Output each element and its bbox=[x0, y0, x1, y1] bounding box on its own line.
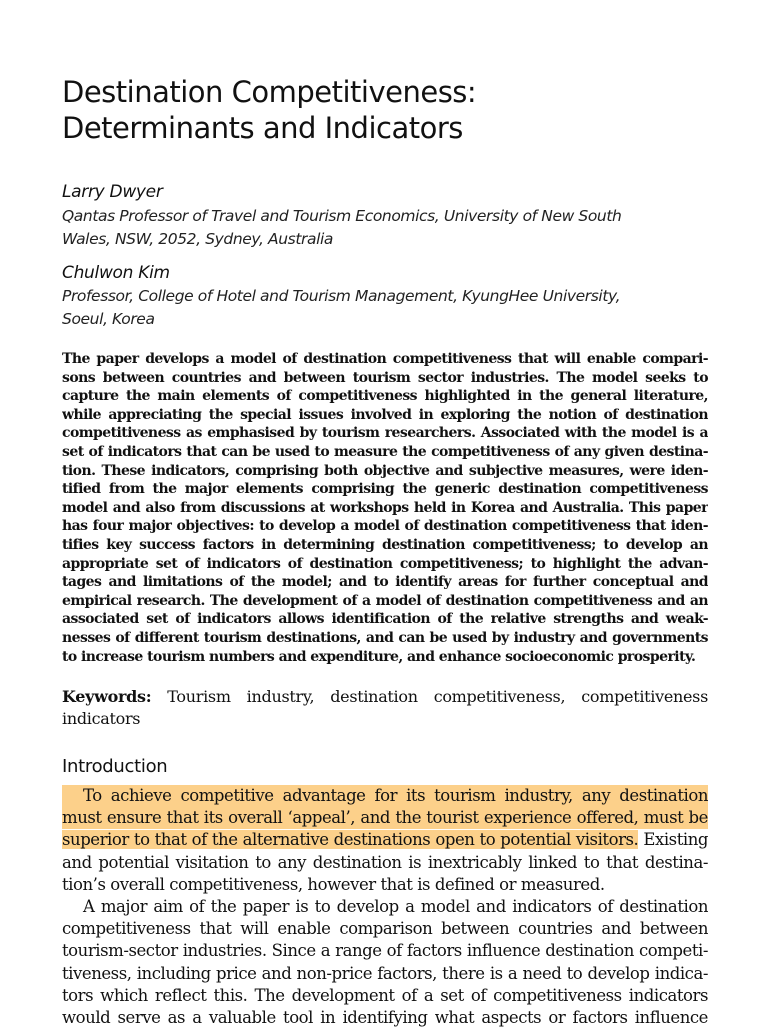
keywords-line-1 bbox=[62, 686, 708, 708]
abstract-line: associated set of indicators allows identification of the relative strengths and weak- bbox=[62, 611, 708, 628]
affiliation-line: Soeul, Korea bbox=[62, 310, 155, 328]
keywords-label: Keywords: bbox=[62, 687, 152, 706]
highlighted-text: must ensure that its overall ‘appeal’, and the tourist experience offered, must be bbox=[62, 807, 708, 829]
keywords-line-2: indicators bbox=[62, 709, 141, 728]
paragraph-line: competitiveness that will enable comparison between countries and between bbox=[62, 919, 708, 939]
affiliation-line: Qantas Professor of Travel and Tourism Economics, University of New South bbox=[62, 207, 622, 225]
abstract-line: tified from the major elements comprising the generic destination competitiveness bbox=[62, 481, 708, 498]
paper-title bbox=[62, 74, 708, 146]
abstract-line: while appreciating the special issues involved in exploring the notion of destination bbox=[62, 406, 708, 423]
abstract-line: set of indicators that can be used to measure the competitiveness of any given destina- bbox=[62, 443, 708, 460]
abstract-line: has four major objectives: to develop a model of destination competitiveness that iden- bbox=[62, 518, 708, 535]
highlighted-text: superior to that of the alternative destinations open to potential visitors. bbox=[62, 830, 639, 850]
author-name-2: Chulwon Kim bbox=[62, 263, 170, 283]
highlighted-text: To achieve competitive advantage for its tourism industry, any destination bbox=[62, 785, 708, 807]
section-heading-introduction: Introduction bbox=[62, 756, 168, 777]
author-name-1: Larry Dwyer bbox=[62, 182, 163, 202]
paragraph-line: tourism-sector industries. Since a range of factors influence destination competi- bbox=[62, 941, 708, 961]
title-line-2: Determinants and Indicators bbox=[62, 111, 463, 145]
paragraph-line: tiveness, including price and non-price factors, there is a need to develop indica- bbox=[62, 963, 708, 983]
abstract-line: nesses of different tourism destinations, and can be used by industry and governments bbox=[62, 629, 708, 646]
intro-paragraph-1 bbox=[62, 785, 708, 896]
abstract-line: capture the main elements of competitiveness highlighted in the general literature, bbox=[62, 388, 708, 405]
abstract-line: tion. These indicators, comprising both objective and subjective measures, were iden- bbox=[62, 462, 708, 479]
abstract-line: model and also from discussions at workshops held in Korea and Australia. This paper bbox=[62, 499, 708, 516]
author-affiliation-2 bbox=[62, 285, 708, 331]
abstract-line: The paper develops a model of destination competitiveness that will enable compari- bbox=[62, 351, 708, 367]
paragraph-line: would serve as a valuable tool in identifying what aspects or factors influence bbox=[62, 1008, 708, 1028]
abstract-line: sons between countries and between tourism sector industries. The model seeks to bbox=[62, 369, 708, 386]
affiliation-line: Wales, NSW, 2052, Sydney, Australia bbox=[62, 230, 333, 248]
keywords bbox=[62, 686, 708, 730]
paragraph-line: tors which reflect this. The development of a set of competitiveness indicators bbox=[62, 985, 708, 1005]
abstract-line: to increase tourism numbers and expenditure, and enhance socioeconomic prosperity. bbox=[62, 648, 696, 665]
affiliation-line: Professor, College of Hotel and Tourism Management, KyungHee University, bbox=[62, 287, 621, 305]
paragraph-line: tion’s overall competitiveness, however that is defined or measured. bbox=[62, 874, 605, 894]
paragraph-line: and potential visitation to any destination is inextricably linked to that destina- bbox=[62, 852, 708, 872]
title-line-1: Destination Competitiveness: bbox=[62, 75, 477, 109]
abstract-line: tages and limitations of the model; and to identify areas for further conceptual and bbox=[62, 574, 708, 591]
abstract-line: tifies key success factors in determining destination competitiveness; to develop an bbox=[62, 536, 708, 553]
abstract-line: appropriate set of indicators of destination competitiveness; to highlight the advan- bbox=[62, 555, 708, 572]
paragraph-line: A major aim of the paper is to develop a model and indicators of destination bbox=[83, 897, 708, 916]
intro-paragraph-2 bbox=[62, 896, 708, 1029]
keywords-list: Tourism industry, destination competitiveness, competitiveness bbox=[167, 687, 708, 706]
author-affiliation-1 bbox=[62, 205, 708, 251]
abstract-line: competitiveness as emphasised by tourism researchers. Associated with the model is a bbox=[62, 425, 708, 442]
abstract-line: empirical research. The development of a model of destination competitiveness and an bbox=[62, 592, 708, 609]
abstract bbox=[62, 350, 708, 666]
paragraph-line bbox=[62, 829, 708, 851]
paragraph-text: Existing bbox=[638, 830, 708, 850]
